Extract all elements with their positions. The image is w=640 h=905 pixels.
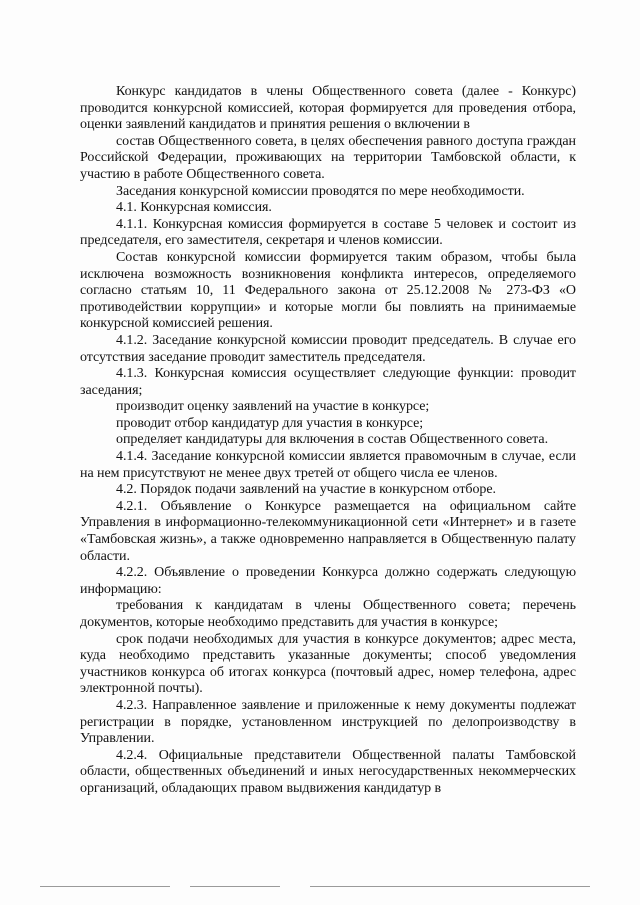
scan-edge-line-right <box>310 886 590 887</box>
list-item-selects: проводит отбор кандидатур для участия в конкурсе; <box>116 415 424 431</box>
paragraph-4-1-2: 4.1.2. Заседание конкурсной комиссии проводит председатель. В случае его отсутствия заседание проводит заместитель председателя. <box>80 332 576 365</box>
paragraph-commission-formation: Состав конкурсной комиссии формируется таким образом, чтобы была исключена возможность возникновения конфликта интересов, определяемого согласно статьям 10, 11 Федерального закона от 25.12.2008 № 273-ФЗ «О противодействии коррупции» и которые могли бы повлиять на принимаемые конкурсной комиссией решения. <box>80 249 576 332</box>
list-item-evaluates: производит оценку заявлений на участие в конкурсе; <box>116 399 430 415</box>
list-item-requirements: требования к кандидатам в члены Общественного совета; перечень документов, которые необходимо представить для участия в конкурсе; <box>80 598 576 630</box>
paragraph-4-1-3: 4.1.3. Конкурсная комиссия осуществляет следующие функции: проводит заседания; <box>80 366 576 398</box>
paragraph-4-1-4: 4.1.4. Заседание конкурсной комиссии является правомочным в случае, если на нем присутствуют не менее двух третей от общего числа ее членов. <box>80 449 576 481</box>
heading-4-2: 4.2. Порядок подачи заявлений на участие в конкурсном отборе. <box>116 482 496 498</box>
paragraph-4-2-3: 4.2.3. Направленное заявление и приложенные к нему документы подлежат регистрации в порядке, установленном инструкцией по делопроизводству в Управлении. <box>80 697 576 747</box>
document-body <box>80 84 576 798</box>
paragraph-4-2-1: 4.2.1. Объявление о Конкурсе размещается на официальном сайте Управления в информационно-телекоммуникационной сети «Интернет» и в газете «Тамбовская жизнь», а также одновременно направляется в Общественную палату области. <box>80 498 576 564</box>
paragraph-4-2-2: 4.2.2. Объявление о проведении Конкурса должно содержать следующую информацию: <box>80 565 576 597</box>
paragraph-4-2-4: 4.2.4. Официальные представители Общественной палаты Тамбовской области, общественных объединений и иных негосударственных некоммерческих организаций, обладающих правом выдвижения кандидатур в <box>80 747 576 796</box>
paragraph-council-composition: состав Общественного совета, в целях обеспечения равного доступа граждан Российской Федерации, проживающих на территории Тамбовской области, к участию в работе Общественного совета. <box>80 133 576 182</box>
list-item-deadline: срок подачи необходимых для участия в конкурсе документов; адрес места, куда необходимо представить указанные документы; способ уведомления участников конкурса об итогах конкурса (почтовый адрес, номер телефона, адрес электронной почты). <box>80 631 576 697</box>
paragraph-meetings: Заседания конкурсной комиссии проводятся по мере необходимости. <box>116 183 525 199</box>
paragraph-4-1-1: 4.1.1. Конкурсная комиссия формируется в составе 5 человек и состоит из председателя, его заместителя, секретаря и членов комиссии. <box>80 216 576 249</box>
scan-edge-line-center <box>190 886 280 887</box>
paragraph-competition-intro: Конкурс кандидатов в члены Общественного совета (далее - Конкурс) проводится конкурсной комиссией, которая формируется для проведения отбора, оценки заявлений кандидатов и принятия решения о включении в <box>80 84 576 133</box>
heading-4-1: 4.1. Конкурсная комиссия. <box>116 200 272 216</box>
scan-edge-line-left <box>40 886 170 887</box>
list-item-determines: определяет кандидатуры для включения в состав Общественного совета. <box>116 432 549 448</box>
